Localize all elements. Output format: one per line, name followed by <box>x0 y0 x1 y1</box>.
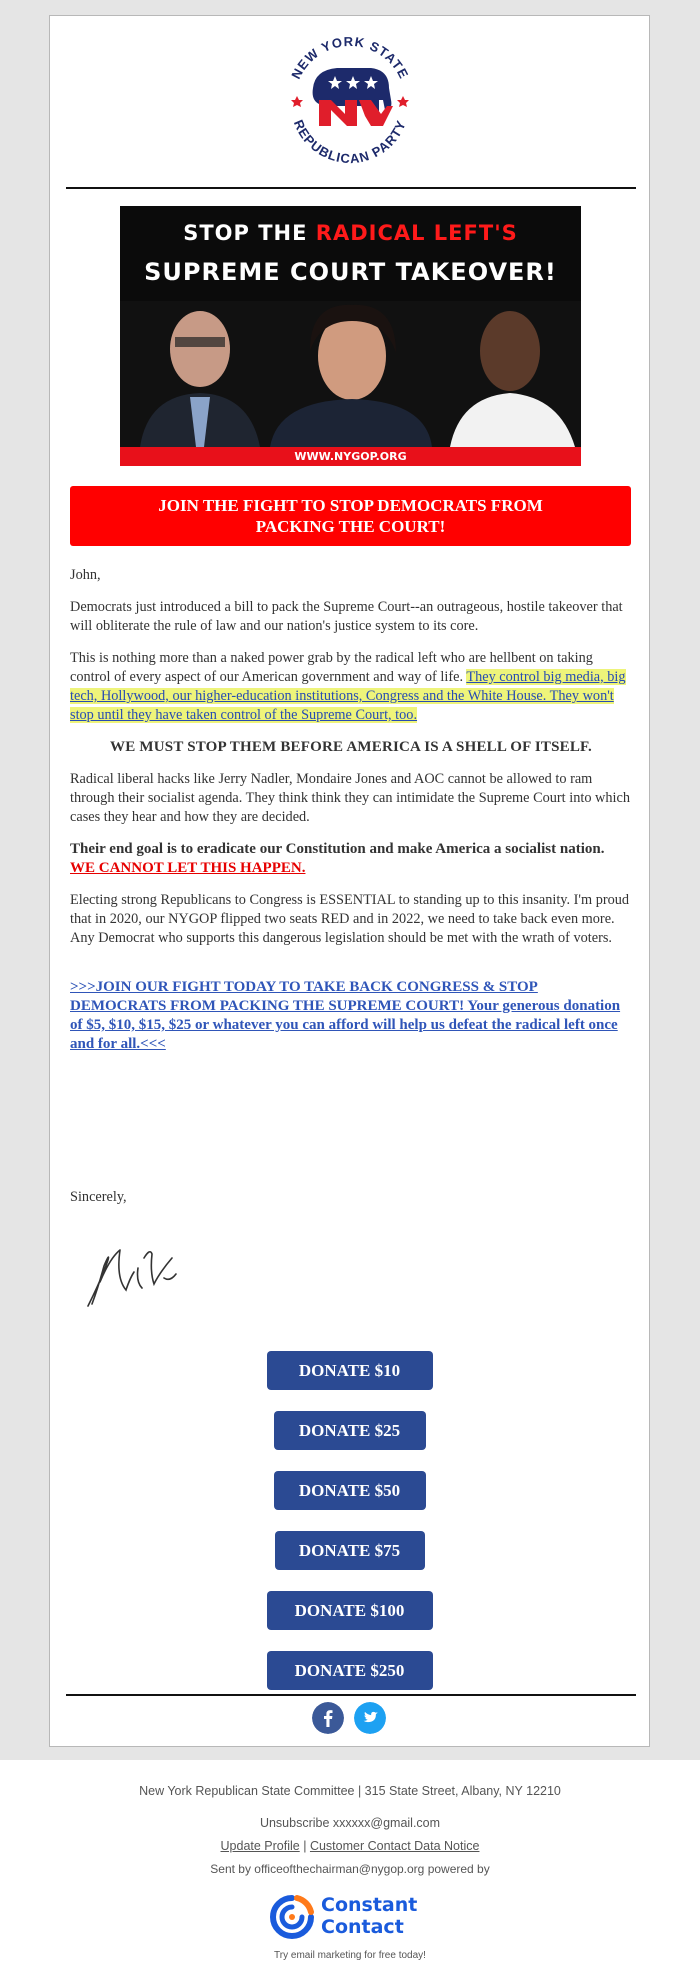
header-divider <box>66 187 636 189</box>
hero-line1-red: RADICAL LEFT'S <box>315 221 518 245</box>
cc-word-1: Constant <box>321 1894 418 1916</box>
footer-divider <box>66 1694 636 1696</box>
donate-250-button[interactable]: DONATE $250 <box>267 1651 433 1690</box>
constant-contact-icon <box>269 1894 315 1940</box>
paragraph-1: Democrats just introduced a bill to pack the Supreme Court--an outrageous, hostile takeover that will obliterate the rule of law and our nation's justice system to its core. <box>70 599 623 634</box>
facebook-icon[interactable] <box>312 1702 344 1734</box>
hero-image[interactable] <box>120 206 581 466</box>
signoff: Sincerely, <box>70 1189 127 1205</box>
join-fight-banner[interactable] <box>70 486 631 546</box>
footer-links <box>0 1839 700 1853</box>
paragraph-2-text: This is nothing more than a naked power grab by the radical left who are hellbent on taking control of every aspect of our American government and way of life. <box>70 650 593 685</box>
paragraph-5: Electing strong Republicans to Congress is ESSENTIAL to standing up to this insanity. I'm proud that in 2020, our NYGOP flipped two seats RED and in 2022, we need to take back even more. Any Democrat who supports this dangerous legislation should be met with the wrath of voters. <box>70 892 630 946</box>
footer-separator: | <box>303 1839 307 1853</box>
paragraph-4 <box>70 840 632 878</box>
hero-line2: SUPREME COURT TAKEOVER! <box>144 258 557 286</box>
paragraph-3: Radical liberal hacks like Jerry Nadler, Mondaire Jones and AOC cannot be allowed to ram through their socialist agenda. They think think they can intimidate the Supreme Court into which cases they hear and how they are decided. <box>70 771 630 825</box>
logo-top-text: NEW YORK STATE <box>288 33 412 82</box>
paragraph-2 <box>70 649 632 725</box>
donate-10-button[interactable]: DONATE $10 <box>267 1351 433 1390</box>
twitter-icon[interactable] <box>354 1702 386 1734</box>
banner-line1: JOIN THE FIGHT TO STOP DEMOCRATS FROM <box>158 496 543 515</box>
hero-line1 <box>120 221 581 245</box>
stop-them-heading: WE MUST STOP THEM BEFORE AMERICA IS A SHELL OF ITSELF. <box>110 739 592 755</box>
nygop-logo[interactable] <box>275 26 425 176</box>
greeting: John, <box>70 567 101 583</box>
highlighted-link[interactable]: They control big media, big tech, Hollywood, our higher-education institutions, Congress and the White House. They won't stop until they have taken control of the Supreme Court, too. <box>70 669 626 723</box>
update-profile-link[interactable]: Update Profile <box>220 1839 300 1853</box>
data-notice-link[interactable]: Customer Contact Data Notice <box>309 1839 480 1853</box>
cc-tagline[interactable]: Try email marketing for free today! <box>274 1950 426 1961</box>
cc-word-2: Contact <box>321 1916 404 1938</box>
hero-portraits <box>120 301 581 447</box>
donate-25-button[interactable]: DONATE $25 <box>274 1411 426 1450</box>
donate-75-button[interactable]: DONATE $75 <box>275 1531 425 1570</box>
donate-50-button[interactable]: DONATE $50 <box>274 1471 426 1510</box>
email-card <box>49 15 650 1747</box>
hero-line1-white: STOP THE <box>183 221 316 245</box>
donate-cta-link[interactable]: >>>JOIN OUR FIGHT TODAY TO TAKE BACK CONGRESS & STOP DEMOCRATS FROM PACKING THE SUPREME COURT! Your generous donation of $5, $10, $15, $25 or whatever you can afford will help us defeat the radical left once and for all.<<< <box>70 979 621 1052</box>
banner-line2: PACKING THE COURT! <box>255 517 446 536</box>
unsubscribe-link[interactable]: Unsubscribe xxxxxx@gmail.com <box>259 1816 441 1830</box>
logo-bottom-text: REPUBLICAN PARTY <box>290 117 410 167</box>
constant-contact-logo[interactable] <box>269 1892 434 1944</box>
footer-address: New York Republican State Committee | 315 State Street, Albany, NY 12210 <box>139 1784 561 1798</box>
signature <box>80 1238 190 1318</box>
email-footer <box>0 1760 700 1983</box>
hero-url: WWW.NYGOP.ORG <box>120 447 581 466</box>
constant-contact-wordmark <box>321 1894 417 1938</box>
sent-by-text: Sent by officeofthechairman@nygop.org powered by <box>210 1862 490 1876</box>
cannot-let-happen-link[interactable]: WE CANNOT LET THIS HAPPEN. <box>70 860 306 876</box>
donate-100-button[interactable]: DONATE $100 <box>267 1591 433 1630</box>
letter-body <box>70 566 632 1054</box>
paragraph-4-bold: Their end goal is to eradicate our Constitution and make America a socialist nation. <box>70 841 605 857</box>
